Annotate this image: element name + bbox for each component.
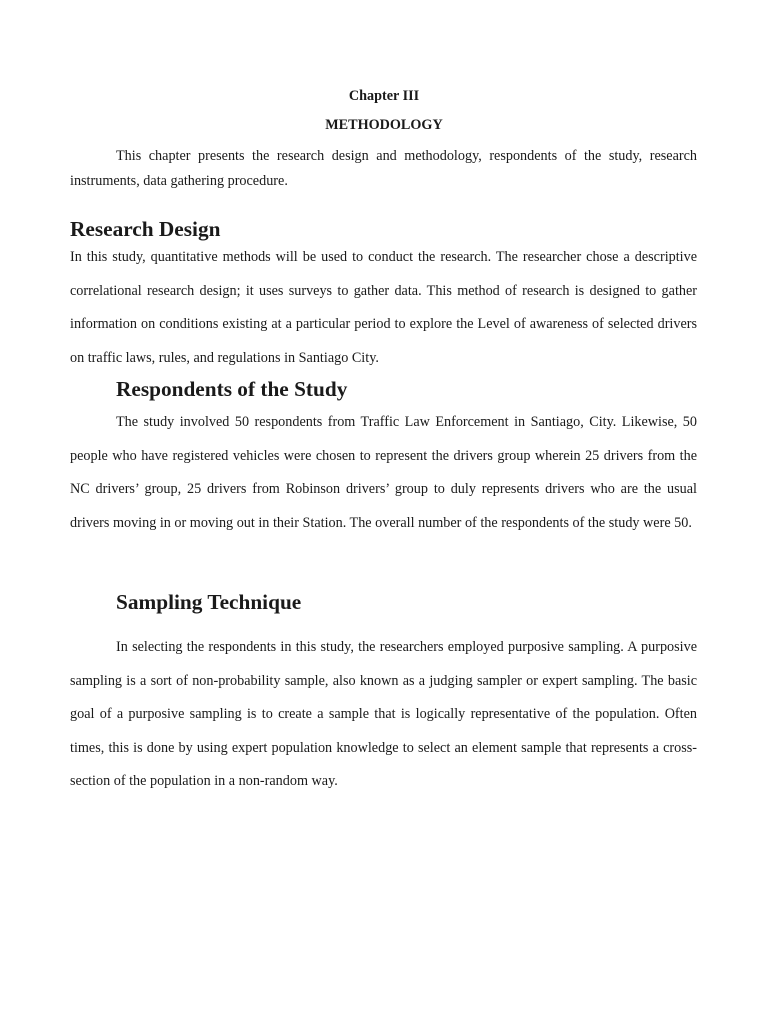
sampling-technique-paragraph: In selecting the respondents in this study, the researchers employed purposive sampling. A purposive sampling is a sort of non-probability sample, also known as a judging sampler or expert sampling. The basic goal of a purposive sampling is to create a sample that is logically representative of the population. Often times, this is done by using expert population knowledge to select an element sample that represents a cross-section of the population in a non-random way. (70, 639, 697, 790)
respondents-heading: Respondents of the Study (116, 377, 348, 401)
chapter-title: METHODOLOGY (325, 117, 443, 133)
intro-paragraph: This chapter presents the research design and methodology, respondents of the study, research instruments, data gathering procedure. (70, 148, 697, 189)
sampling-technique-heading: Sampling Technique (116, 590, 302, 614)
respondents-paragraph: The study involved 50 respondents from Traffic Law Enforcement in Santiago, City. Likewise, 50 people who have registered vehicles were chosen to represent the drivers group wherein 25 drivers from the NC drivers’ group, 25 drivers from Robinson drivers’ group to duly represents drivers who are the usual drivers moving in or moving out in their Station. The overall number of the respondents of the study were 50. (70, 414, 697, 531)
research-design-paragraph: In this study, quantitative methods will be used to conduct the research. The researcher chose a descriptive correlational research design; it uses surveys to gather data. This method of research is designed to gather information on conditions existing at a particular period to explore the Level of awareness of selected drivers on traffic laws, rules, and regulations in Santiago City. (70, 249, 697, 366)
research-design-heading: Research Design (70, 217, 221, 241)
chapter-label: Chapter III (348, 88, 420, 104)
